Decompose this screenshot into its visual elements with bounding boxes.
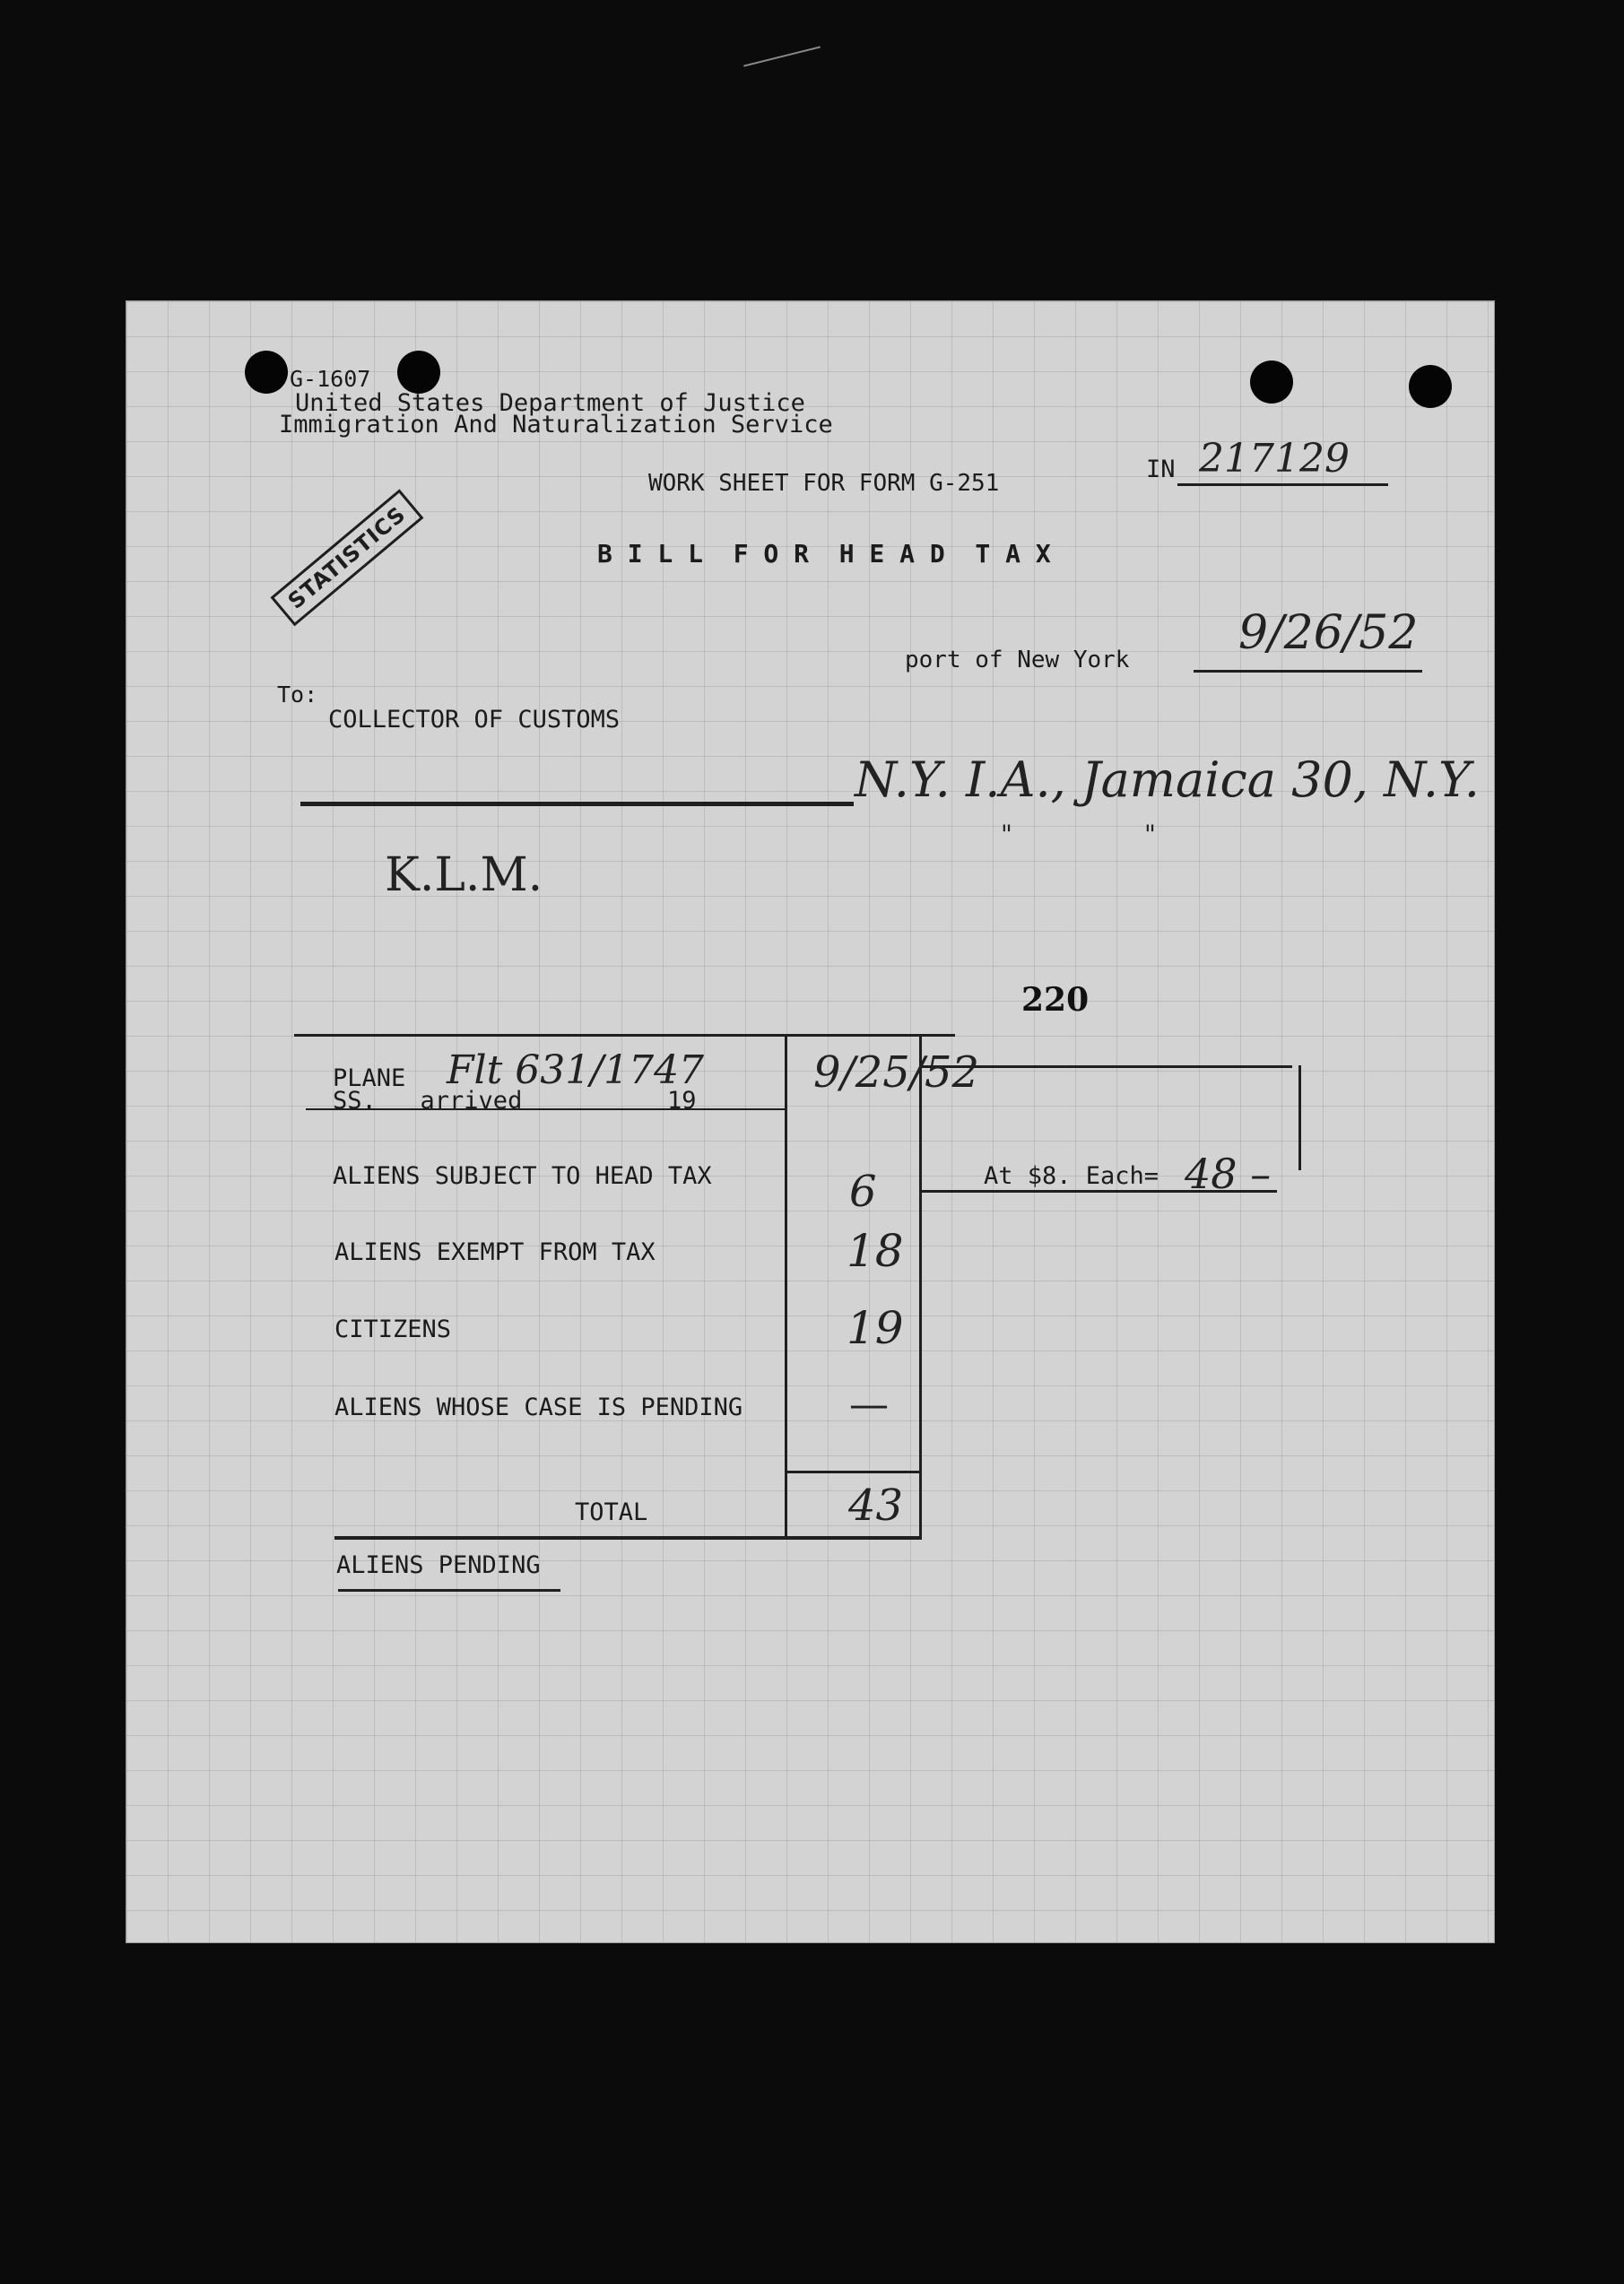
row-label-pending: ALIENS WHOSE CASE IS PENDING: [334, 1394, 743, 1421]
row-value-exempt: 18: [847, 1225, 904, 1277]
punch-hole: [1409, 365, 1452, 408]
carrier-name: K.L.M.: [385, 848, 543, 902]
port-date: 9/26/52: [1238, 606, 1419, 660]
table-top-rule: [294, 1034, 955, 1037]
row-value-pending: —: [849, 1382, 889, 1428]
total-top-rule: [786, 1471, 922, 1473]
form-code: 220: [1021, 981, 1090, 1019]
in-label: IN: [1146, 456, 1176, 483]
plane-number: Flt 631/1747: [447, 1047, 705, 1093]
port-label: port of New York: [905, 647, 1130, 673]
in-number: 217129: [1199, 436, 1350, 482]
total-value: 43: [848, 1481, 904, 1531]
row-value-subject: 6: [849, 1167, 877, 1217]
bill-title: B I L L F O R H E A D T A X: [597, 539, 1051, 569]
ss-arrived-label: SS. arrived: [333, 1087, 523, 1115]
statistics-stamp: STATISTICS: [270, 490, 423, 627]
year-prefix: 19: [667, 1087, 697, 1115]
to-label: To:: [277, 682, 318, 708]
rate-amount: 48 –: [1185, 1150, 1272, 1198]
punch-hole: [397, 351, 440, 394]
row-value-citizens: 19: [847, 1302, 904, 1354]
row-label-citizens: CITIZENS: [334, 1316, 452, 1343]
service-name: Immigration And Naturalization Service: [279, 411, 833, 439]
total-bottom-rule: [334, 1536, 922, 1540]
rate-label: At $8. Each=: [984, 1162, 1159, 1190]
aliens-pending-label: ALIENS PENDING: [336, 1551, 541, 1579]
footer-underline: [338, 1589, 560, 1592]
plane-label: PLANE: [333, 1064, 406, 1092]
total-label: TOTAL: [575, 1498, 648, 1526]
punch-hole: [245, 351, 288, 394]
row-label-subject: ALIENS SUBJECT TO HEAD TAX: [333, 1162, 712, 1190]
form-number: G-1607: [290, 366, 371, 392]
table-right-column-rule: [919, 1034, 922, 1538]
ditto-mark: ": [1144, 820, 1156, 849]
ditto-mark: ": [1001, 820, 1012, 849]
arrival-date: 9/25/52: [813, 1047, 980, 1098]
port-date-underline: [1194, 670, 1422, 673]
stray-mark: [743, 46, 821, 66]
head-tax-worksheet: [126, 300, 1495, 1943]
rate-box-right-rule: [1298, 1065, 1301, 1170]
row-label-exempt: ALIENS EXEMPT FROM TAX: [334, 1238, 656, 1266]
in-number-underline: [1177, 483, 1388, 486]
address-line: [300, 802, 854, 806]
collector-name: COLLECTOR OF CUSTOMS: [328, 706, 621, 734]
department-name: United States Department of Justice: [295, 389, 805, 417]
punch-hole: [1250, 360, 1293, 404]
location-note: N.Y. I.A., Jamaica 30, N.Y.: [855, 751, 1480, 808]
form-title: WORK SHEET FOR FORM G-251: [648, 470, 1000, 497]
